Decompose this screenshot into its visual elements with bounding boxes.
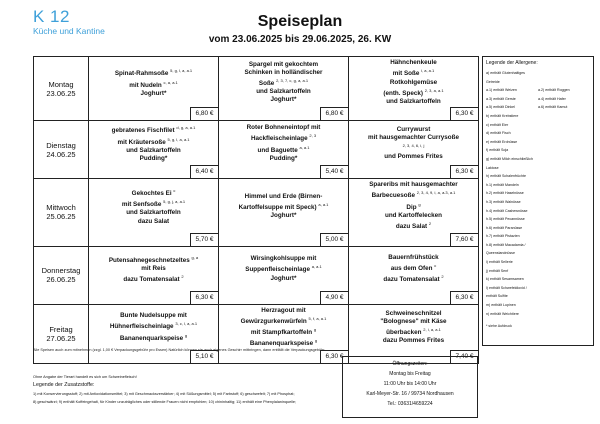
- day-row: [34, 121, 479, 179]
- meal-cell: [89, 121, 219, 179]
- meal-cell: [349, 57, 479, 121]
- allergen-item: [486, 284, 590, 301]
- day-cell: [34, 121, 89, 179]
- allergen-item: [486, 155, 590, 172]
- allergen-entry: e) enthält Erdnüsse: [486, 139, 518, 144]
- meal-price: 5,10 €: [190, 350, 218, 363]
- day-date: 25.06.25: [46, 212, 76, 222]
- allergen-entry: [538, 267, 590, 276]
- allergen-item: [486, 301, 590, 310]
- allergen-entry: a.1) enthält Weizen: [486, 88, 517, 93]
- day-date: 24.06.25: [46, 149, 76, 159]
- allergen-entry: k) enthält Sesamsamen: [486, 277, 524, 282]
- meal-description: Spargel mit gekochtem Schinken in holländischer Soße $^{2, 3, 7, c, g, a, a.1}$ und Salzkartoffeln Joghurt*: [244, 60, 323, 104]
- allergen-entry: [538, 189, 590, 198]
- additives-line: 8) geschwärzt; 9) enthält Koffeingehalt, für Kinder unzuträgliches oder stillende Frauen nicht empfohlen; 10) chininhaltig; 11) enthält eine Phenylalaninquelle;: [33, 400, 297, 404]
- allergen-entry: a.3) enthält Gerste: [486, 96, 516, 101]
- allergen-entry: [538, 198, 590, 207]
- day-date: 23.06.25: [46, 88, 76, 98]
- allergen-entry: h.7) enthält Pistazien: [486, 234, 520, 239]
- meal-cell: [349, 121, 479, 179]
- allergen-entry: [538, 224, 590, 233]
- allergen-item: [486, 224, 590, 233]
- allergen-entry: h.1) enthält Mandeln: [486, 182, 519, 187]
- allergen-entry: [538, 129, 590, 138]
- allergen-entry: n) enthält Weichtiere: [486, 311, 519, 316]
- day-cell: [34, 304, 89, 363]
- meal-description: Wirsingkohlsuppe mit Suppenfleischeinlage $^{a, a.1}$ Joghurt*: [245, 255, 322, 282]
- allergen-item: [486, 103, 590, 112]
- meal-price: 7,40 €: [450, 350, 478, 363]
- day-name: Mittwoch: [46, 203, 76, 213]
- day-cell: [34, 246, 89, 304]
- day-cell: [34, 57, 89, 121]
- allergen-entry: [538, 155, 590, 172]
- allergen-item: [486, 146, 590, 155]
- allergen-item: [486, 86, 590, 95]
- allergen-item: [486, 189, 590, 198]
- allergen-entry: [538, 284, 590, 301]
- meal-description: Schweineschnitzel "Bolognese" mit Käse überbacken $^{2, i, a, a.1}$ dazu Pommes Frites: [380, 309, 447, 345]
- allergen-entry: a.2) enthält Roggen: [538, 88, 570, 93]
- allergen-entry: [538, 310, 590, 319]
- allergen-entry: b) enthält Krebstiere: [486, 113, 519, 118]
- meal-cell: [89, 246, 219, 304]
- allergen-entry: m) enthält Lupinen: [486, 303, 516, 308]
- allergen-entry: [538, 138, 590, 147]
- logo-main: K 12: [33, 7, 70, 26]
- menu-table: [33, 56, 479, 364]
- day-name: Dienstag: [46, 140, 76, 150]
- meal-description: Herzragout mit Gewürzgurkenwürfeln $^{5, f, a, a.1}$ mit Stampfkartoffeln $^g$ Bananenquarkspeise $^g$: [240, 306, 327, 348]
- allergen-entry: a.6) enthält Kamut: [538, 105, 568, 110]
- day-name: Donnerstag: [41, 266, 81, 275]
- allergen-entry: [538, 275, 590, 284]
- hours-address: Karl-Meyer-Str. 16 / 99734 Nordhausen: [366, 391, 454, 397]
- pork-note: Ohne Angabe der Tierart handelt es sich um Schweinefleisch!: [33, 375, 137, 379]
- additives-line: 1) mit Konservierungsstoff; 2) mit Antioxidationsmittel; 3) mit Geschmacksverstärker; 4) mit Süßungsmittel; 5) mit Farbstoff; 6) geschwefelt; 7) mit Phosphat;: [33, 392, 295, 396]
- meal-cell: [219, 121, 349, 179]
- meal-cell: [89, 179, 219, 246]
- allergen-footnote: * siehe Aufdruck: [486, 324, 512, 329]
- meal-price: 5,40 €: [320, 165, 348, 178]
- allergen-entry: f) enthält Soja: [486, 148, 509, 153]
- meal-price: 7,60 €: [450, 233, 478, 246]
- day-cell: [34, 179, 89, 246]
- allergen-list: [486, 69, 590, 318]
- allergen-entry: h.5) enthält Pecannüsse: [486, 217, 525, 222]
- day-date: 27.06.25: [46, 333, 76, 343]
- allergen-entry: [538, 172, 590, 181]
- allergen-entry: a) enthält Glutenhaltiges Getreide: [486, 71, 525, 84]
- meal-description: Hähnchenkeule mit Soße $^{i, a, a.1}$ Rotkohlgemüse (enth. Speck) $^{2, 3, a, a.1}$ und Salzkartoffeln: [383, 59, 444, 105]
- allergen-item: [486, 129, 590, 138]
- allergen-title: Legende der Allergene:: [486, 60, 538, 66]
- meal-description: Bauernfrühstück aus dem Ofen $^c$ dazu Tomatensalat $^2$: [383, 253, 444, 284]
- additives-title: Legende der Zusatzstoffe:: [33, 382, 95, 388]
- meal-cell: [219, 57, 349, 121]
- meal-cell: [349, 179, 479, 246]
- day-date: 26.06.25: [46, 275, 76, 284]
- hours-phone: Tel.: 03631/4659224: [387, 401, 433, 407]
- allergen-item: [486, 310, 590, 319]
- allergen-item: [486, 172, 590, 181]
- allergen-entry: d) enthält Fisch: [486, 131, 511, 136]
- allergen-entry: a.5) enthält Dinkel: [486, 105, 515, 110]
- allergen-entry: i) enthält Sellerie: [486, 260, 513, 265]
- allergen-entry: [538, 241, 590, 258]
- allergen-entry: [538, 181, 590, 190]
- meal-price: 6,80 €: [320, 107, 348, 120]
- allergen-entry: h.3) enthält Walnüsse: [486, 199, 521, 204]
- allergen-item: [486, 69, 590, 86]
- hours-title: Öffnungszeiten:: [392, 361, 428, 367]
- allergen-item: [486, 258, 590, 267]
- allergen-entry: g) enthält Milch einschließlich Laktose: [486, 156, 533, 170]
- meal-price: 4,90 €: [320, 291, 348, 304]
- meal-price: 6,80 €: [190, 107, 218, 120]
- meal-price: 6,30 €: [320, 350, 348, 363]
- allergen-entry: [538, 215, 590, 224]
- day-name: Freitag: [49, 324, 73, 334]
- meal-price: 6,30 €: [450, 165, 478, 178]
- logo-sub: Küche und Kantine: [33, 26, 105, 36]
- allergen-entry: j) enthält Senf: [486, 268, 509, 273]
- allergen-entry: h.8) enthält Macadamia / Queenslandnüsse: [486, 242, 526, 256]
- meal-price: 5,00 €: [320, 233, 348, 246]
- allergen-entry: [538, 207, 590, 216]
- meal-cell: [89, 304, 219, 363]
- hours-days: Montag bis Freitag: [389, 371, 431, 377]
- allergen-item: [486, 112, 590, 121]
- meal-cell: [349, 246, 479, 304]
- allergen-item: [486, 198, 590, 207]
- meal-cell: [219, 179, 349, 246]
- meal-description: Currywurst mit hausgemachter Currysoße $^{2, 3, 4, 6, i, j}$ und Pommes Frites: [368, 125, 459, 161]
- allergen-entry: [538, 301, 590, 310]
- allergen-entry: [538, 258, 590, 267]
- opening-hours: [342, 356, 478, 418]
- allergen-item: [486, 121, 590, 130]
- allergen-entry: [538, 232, 590, 241]
- meal-description: Putensahnegeschnetzeltes $^{g, a}$ mit Reis dazu Tomatensalat $^2$: [108, 254, 199, 284]
- allergen-entry: [538, 69, 590, 86]
- meal-cell: [219, 304, 349, 363]
- meal-description: Bunte Nudelsuppe mit Hühnerfleischeinlage $^{3, c, l, a, a.1}$ Bananenquarkspeise $^g$: [109, 312, 198, 342]
- takeaway-note: Alle Speisen auch zum mitnehmen (zzgl. 1,00 € Verpackungsgebühr pro Essen) Natürlich können sie auch eigenes Geschirr mitbringen, dann entfällt die Verpackungsgebühr.: [33, 348, 326, 352]
- meal-cell: [89, 57, 219, 121]
- allergen-item: [486, 95, 590, 104]
- meal-description: Spareribs mit hausgemachter Barbecuesoße $^{2, 3, 4, 9, i, a, a.3, a.1}$ Dip $^g$ und Kartoffelecken dazu Salat $^2$: [369, 181, 458, 231]
- meal-price: 6,30 €: [450, 107, 478, 120]
- allergen-entry: [538, 121, 590, 130]
- allergen-item: [486, 241, 590, 258]
- allergen-item: [486, 267, 590, 276]
- allergen-item: [486, 232, 590, 241]
- meal-description: Himmel und Erde (Birnen- Kartoffelsuppe mit Speck) $^{a, a.1}$ Joghurt*: [238, 192, 329, 219]
- day-row: [34, 304, 479, 363]
- allergen-entry: h.6) enthält Paranüsse: [486, 225, 523, 230]
- meal-price: 6,40 €: [190, 165, 218, 178]
- meal-description: Roter Bohneneintopf mit Hackfleischeinlage $^{2, 3}$ und Baguette $^{a, a.1}$ Pudding*: [246, 124, 321, 162]
- allergen-item: [486, 215, 590, 224]
- day-row: [34, 179, 479, 246]
- day-name: Montag: [48, 79, 74, 89]
- meal-description: Spinat-Rahmsoße $^{5, g, l, a, a.1}$ mit Nudeln $^{c, a, a.1}$ Joghurt*: [114, 68, 193, 97]
- allergen-entry: h.4) enthält Cashewnüsse: [486, 208, 528, 213]
- allergen-entry: c) enthält Eier: [486, 122, 509, 127]
- allergen-legend: [482, 56, 594, 346]
- additives-legend: [33, 373, 333, 406]
- page-title: Speiseplan: [257, 13, 343, 30]
- meal-description: gebratenes Fischfilet $^{d, g, a, a.1}$ mit Kräutersoße $^{5, g, l, a, a.1}$ und Salzkartoffeln Pudding*: [111, 125, 196, 162]
- meal-price: 5,70 €: [190, 233, 218, 246]
- meal-cell: [349, 304, 479, 363]
- day-row: [34, 57, 479, 121]
- allergen-entry: [538, 146, 590, 155]
- allergen-entry: a.4) enthält Hafer: [538, 96, 566, 101]
- meal-price: 6,30 €: [450, 291, 478, 304]
- allergen-item: [486, 207, 590, 216]
- allergen-item: [486, 181, 590, 190]
- hours-time: 11:00 Uhr bis 14:00 Uhr: [383, 381, 437, 387]
- allergen-entry: [538, 112, 590, 121]
- meal-price: 6,30 €: [190, 291, 218, 304]
- allergen-entry: l) enthält Schwefeldioxid / enthält Sulfite: [486, 285, 527, 299]
- meal-cell: [219, 246, 349, 304]
- allergen-item: [486, 275, 590, 284]
- page-subtitle: vom 23.06.2025 bis 29.06.2025, 26. KW: [208, 34, 392, 45]
- meal-description: Gekochtes Ei $^c$ mit Senfsoße $^{5, g, j, a, a.1}$ und Salzkartoffeln dazu Salat: [121, 187, 186, 225]
- allergen-entry: h.2) enthält Haselnüsse: [486, 191, 524, 196]
- day-row: [34, 246, 479, 304]
- allergen-item: [486, 138, 590, 147]
- allergen-entry: h) enthält Schalenfrüchte: [486, 174, 526, 179]
